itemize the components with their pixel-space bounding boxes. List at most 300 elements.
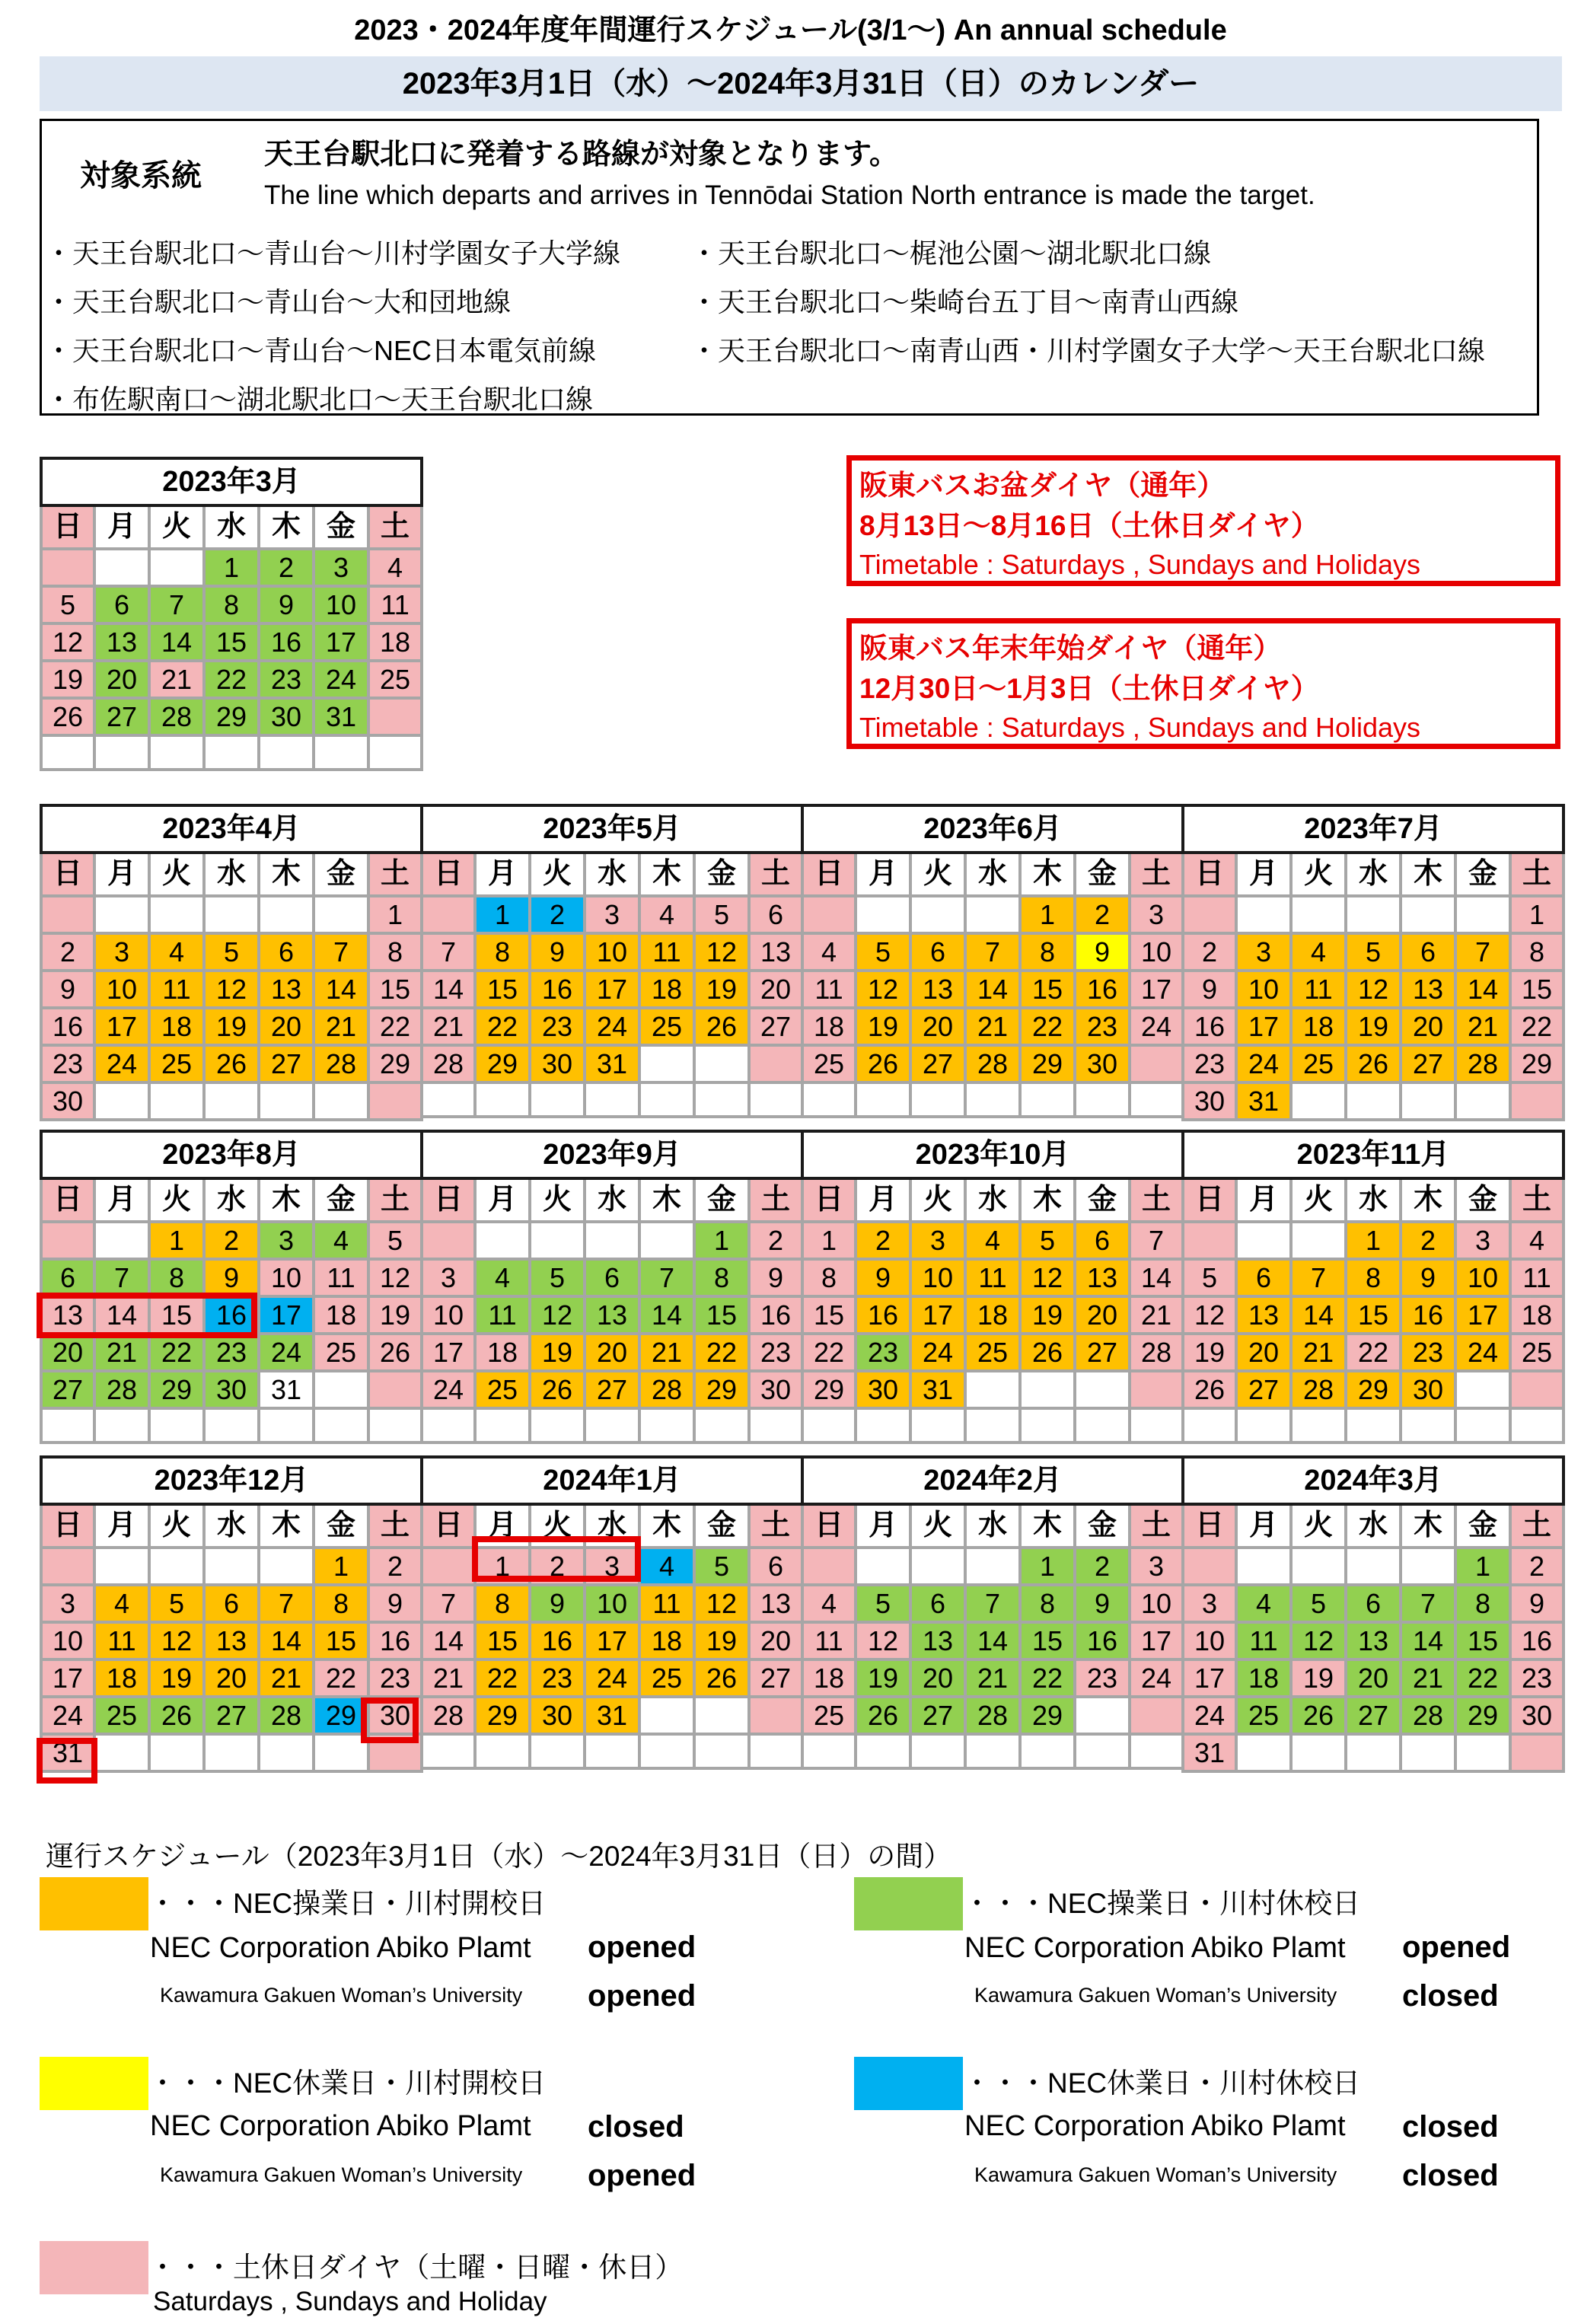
empty-cell	[1455, 1408, 1510, 1443]
notice-dates: 8月13日～8月16日（土休日ダイヤ）	[859, 510, 1319, 541]
day-cell: 14	[1455, 971, 1510, 1008]
empty-cell	[965, 1408, 1020, 1443]
route-item: ・天王台駅北口～青山台～川村学園女子大学線	[45, 238, 621, 269]
empty-cell	[475, 1222, 530, 1259]
day-cell: 17	[314, 623, 368, 661]
day-cell: 2	[530, 1548, 585, 1585]
weekday-header: 金	[314, 1178, 368, 1222]
weekday-header: 金	[314, 505, 368, 549]
weekday-header: 金	[1075, 1178, 1130, 1222]
weekday-header: 木	[259, 1504, 314, 1548]
empty-cell	[1236, 1548, 1291, 1585]
route-item: ・天王台駅北口～梶池公園～湖北駅北口線	[690, 238, 1212, 269]
day-cell: 2	[530, 896, 585, 933]
weekday-header: 日	[802, 1504, 856, 1548]
empty-cell	[1075, 1734, 1130, 1768]
month-calendar	[40, 457, 420, 771]
legend-label: ・・・NEC操業日・川村開校日	[148, 1888, 547, 1919]
day-cell: 6	[259, 933, 314, 971]
day-cell: 12	[1183, 1296, 1236, 1334]
day-cell: 20	[749, 971, 802, 1008]
day-cell: 3	[94, 933, 149, 971]
empty-cell	[530, 1082, 585, 1117]
weekday-header: 土	[749, 1178, 802, 1222]
day-cell: 9	[259, 586, 314, 623]
empty-cell	[41, 896, 94, 933]
day-cell: 29	[694, 1371, 749, 1408]
day-cell: 27	[585, 1371, 639, 1408]
day-cell: 22	[475, 1659, 530, 1697]
day-cell: 23	[1075, 1659, 1130, 1697]
month-title: 2023年8月	[41, 1131, 422, 1178]
day-cell: 6	[94, 586, 149, 623]
weekday-header: 木	[1020, 1504, 1075, 1548]
day-cell: 9	[856, 1259, 910, 1296]
month-title: 2024年2月	[802, 1457, 1183, 1504]
day-cell: 12	[694, 933, 749, 971]
day-cell: 24	[1236, 1045, 1291, 1082]
day-cell: 25	[639, 1008, 694, 1045]
day-cell: 17	[585, 971, 639, 1008]
day-cell: 22	[149, 1334, 204, 1371]
day-cell: 7	[1130, 1222, 1183, 1259]
empty-cell	[694, 1697, 749, 1734]
empty-cell	[368, 1371, 422, 1408]
empty-cell	[694, 1734, 749, 1768]
day-cell: 20	[1401, 1008, 1455, 1045]
day-cell: 10	[422, 1296, 475, 1334]
day-cell: 28	[1291, 1371, 1346, 1408]
month-calendar	[420, 1130, 801, 1444]
day-cell: 20	[41, 1334, 94, 1371]
empty-cell	[694, 1082, 749, 1117]
weekday-header: 金	[694, 1178, 749, 1222]
day-cell: 12	[1020, 1259, 1075, 1296]
day-cell: 20	[94, 661, 149, 698]
day-cell: 25	[802, 1045, 856, 1082]
month-calendar	[1181, 804, 1562, 1121]
day-cell: 26	[1291, 1697, 1346, 1734]
day-cell: 1	[1510, 896, 1563, 933]
empty-cell	[94, 1408, 149, 1443]
empty-cell	[422, 1082, 475, 1117]
weekday-header: 木	[639, 1178, 694, 1222]
weekday-header: 月	[856, 1178, 910, 1222]
day-cell: 25	[1510, 1334, 1563, 1371]
day-cell: 28	[422, 1045, 475, 1082]
day-cell: 13	[259, 971, 314, 1008]
day-cell: 14	[422, 1622, 475, 1659]
day-cell: 27	[749, 1659, 802, 1697]
weekday-header: 土	[749, 1504, 802, 1548]
empty-cell	[1291, 1548, 1346, 1585]
day-cell: 27	[910, 1045, 965, 1082]
weekday-header: 水	[1346, 853, 1401, 896]
day-cell: 13	[749, 1585, 802, 1622]
day-cell: 9	[1075, 933, 1130, 971]
empty-cell	[802, 1548, 856, 1585]
legend-swatch-blue	[854, 2057, 963, 2110]
day-cell: 12	[368, 1259, 422, 1296]
day-cell: 29	[1346, 1371, 1401, 1408]
day-cell: 13	[1346, 1622, 1401, 1659]
legend-nec-status: closed	[1402, 2110, 1499, 2144]
empty-cell	[204, 1734, 259, 1771]
empty-cell	[204, 896, 259, 933]
day-cell: 29	[802, 1371, 856, 1408]
legend-nec-status: closed	[588, 2110, 684, 2144]
month-table	[40, 804, 423, 1121]
day-cell: 4	[1291, 933, 1346, 971]
day-cell: 16	[41, 1008, 94, 1045]
day-cell: 30	[1075, 1045, 1130, 1082]
empty-cell	[802, 896, 856, 933]
day-cell: 18	[1236, 1659, 1291, 1697]
day-cell: 9	[1510, 1585, 1563, 1622]
legend-label: ・・・NEC休業日・川村開校日	[148, 2067, 547, 2099]
weekday-header: 土	[1510, 853, 1563, 896]
weekday-header: 月	[856, 1504, 910, 1548]
day-cell: 15	[204, 623, 259, 661]
day-cell: 23	[368, 1659, 422, 1697]
day-cell: 21	[965, 1659, 1020, 1697]
day-cell: 1	[368, 896, 422, 933]
day-cell: 1	[475, 1548, 530, 1585]
empty-cell	[41, 1408, 94, 1443]
month-table	[420, 1455, 804, 1770]
new-year-highlight	[472, 1536, 641, 1582]
day-cell: 7	[965, 1585, 1020, 1622]
day-cell: 24	[585, 1659, 639, 1697]
day-cell: 26	[694, 1008, 749, 1045]
day-cell: 8	[802, 1259, 856, 1296]
day-cell: 11	[149, 971, 204, 1008]
day-cell: 4	[314, 1222, 368, 1259]
empty-cell	[1236, 1222, 1291, 1259]
month-calendar	[801, 1455, 1181, 1770]
weekday-header: 金	[1455, 1178, 1510, 1222]
weekday-header: 金	[1075, 1504, 1130, 1548]
weekday-header: 木	[259, 853, 314, 896]
day-cell: 19	[1020, 1296, 1075, 1334]
empty-cell	[1401, 896, 1455, 933]
day-cell: 24	[94, 1045, 149, 1082]
empty-cell	[94, 735, 149, 770]
empty-cell	[749, 1408, 802, 1443]
day-cell: 9	[1075, 1585, 1130, 1622]
empty-cell	[1510, 1082, 1563, 1120]
empty-cell	[149, 735, 204, 770]
empty-cell	[368, 698, 422, 735]
weekday-header: 火	[149, 1504, 204, 1548]
day-cell: 18	[1510, 1296, 1563, 1334]
day-cell: 30	[1401, 1371, 1455, 1408]
day-cell: 20	[585, 1334, 639, 1371]
month-table	[801, 804, 1184, 1118]
day-cell: 25	[802, 1697, 856, 1734]
month-table	[1181, 1455, 1565, 1773]
weekday-header: 日	[802, 1178, 856, 1222]
day-cell: 29	[475, 1697, 530, 1734]
empty-cell	[259, 1734, 314, 1771]
month-title: 2024年3月	[1183, 1457, 1563, 1504]
day-cell: 1	[1346, 1222, 1401, 1259]
day-cell: 19	[694, 1622, 749, 1659]
day-cell: 4	[639, 896, 694, 933]
day-cell: 10	[1130, 933, 1183, 971]
weekday-header: 水	[1346, 1178, 1401, 1222]
day-cell: 4	[475, 1259, 530, 1296]
empty-cell	[694, 1408, 749, 1443]
empty-cell	[856, 896, 910, 933]
day-cell: 1	[475, 896, 530, 933]
day-cell: 17	[94, 1008, 149, 1045]
day-cell: 30	[749, 1371, 802, 1408]
day-cell: 20	[259, 1008, 314, 1045]
empty-cell	[910, 1734, 965, 1768]
day-cell: 3	[314, 549, 368, 586]
day-cell: 13	[94, 623, 149, 661]
weekday-header: 土	[368, 1178, 422, 1222]
weekday-header: 日	[802, 853, 856, 896]
day-cell: 8	[694, 1259, 749, 1296]
day-cell: 3	[1455, 1222, 1510, 1259]
day-cell: 17	[1183, 1659, 1236, 1697]
empty-cell	[149, 1548, 204, 1585]
empty-cell	[639, 1045, 694, 1082]
day-cell: 1	[204, 549, 259, 586]
empty-cell	[41, 1222, 94, 1259]
day-cell: 6	[910, 1585, 965, 1622]
month-calendar	[420, 804, 801, 1118]
target-heading: 天王台駅北口に発着する路線が対象となります。	[264, 139, 898, 171]
day-cell: 16	[259, 623, 314, 661]
notice-en: Timetable : Saturdays , Sundays and Holidays	[859, 549, 1421, 580]
legend-swatch-orange	[40, 1877, 148, 1930]
day-cell: 17	[1130, 971, 1183, 1008]
target-routes-box	[40, 119, 1539, 416]
day-cell: 1	[1020, 1548, 1075, 1585]
day-cell: 18	[965, 1296, 1020, 1334]
day-cell: 6	[1401, 933, 1455, 971]
day-cell: 27	[94, 698, 149, 735]
day-cell: 16	[368, 1622, 422, 1659]
month-title: 2023年9月	[422, 1131, 802, 1178]
month-calendar	[420, 1455, 801, 1770]
day-cell: 20	[1346, 1659, 1401, 1697]
day-cell: 22	[314, 1659, 368, 1697]
day-cell: 8	[475, 1585, 530, 1622]
day-cell: 16	[1075, 971, 1130, 1008]
weekday-header: 金	[1075, 853, 1130, 896]
day-cell: 6	[1236, 1259, 1291, 1296]
legend-swatch-pink	[40, 2241, 148, 2294]
day-cell: 5	[694, 1548, 749, 1585]
new-year-notice	[846, 618, 1560, 749]
day-cell: 27	[1075, 1334, 1130, 1371]
day-cell: 15	[1510, 971, 1563, 1008]
day-cell: 15	[149, 1296, 204, 1334]
day-cell: 9	[368, 1585, 422, 1622]
day-cell: 5	[1291, 1585, 1346, 1622]
day-cell: 20	[910, 1659, 965, 1697]
day-cell: 18	[639, 971, 694, 1008]
day-cell: 4	[639, 1548, 694, 1585]
day-cell: 15	[475, 1622, 530, 1659]
empty-cell	[314, 1371, 368, 1408]
day-cell: 18	[94, 1659, 149, 1697]
weekday-header: 火	[910, 1504, 965, 1548]
month-title: 2024年1月	[422, 1457, 802, 1504]
empty-cell	[694, 1045, 749, 1082]
empty-cell	[1346, 1082, 1401, 1120]
empty-cell	[1346, 1408, 1401, 1443]
weekday-header: 日	[41, 853, 94, 896]
day-cell: 4	[802, 933, 856, 971]
day-cell: 31	[41, 1734, 94, 1771]
day-cell: 23	[1510, 1659, 1563, 1697]
day-cell: 6	[1346, 1585, 1401, 1622]
calendar-range-banner: 2023年3月1日（水）～2024年3月31日（日）のカレンダー	[40, 56, 1562, 111]
day-cell: 2	[1183, 933, 1236, 971]
day-cell: 16	[1075, 1622, 1130, 1659]
day-cell: 11	[802, 1622, 856, 1659]
empty-cell	[475, 1734, 530, 1768]
day-cell: 10	[41, 1622, 94, 1659]
day-cell: 2	[856, 1222, 910, 1259]
day-cell: 12	[1291, 1622, 1346, 1659]
weekday-header: 金	[314, 1504, 368, 1548]
legend-kawamura: Kawamura Gakuen Woman’s University	[974, 2163, 1337, 2186]
weekday-header: 日	[41, 505, 94, 549]
day-cell: 31	[1236, 1082, 1291, 1120]
day-cell: 26	[149, 1697, 204, 1734]
day-cell: 14	[149, 623, 204, 661]
empty-cell	[856, 1548, 910, 1585]
day-cell: 5	[1020, 1222, 1075, 1259]
day-cell: 12	[694, 1585, 749, 1622]
empty-cell	[749, 1045, 802, 1082]
day-cell: 11	[314, 1259, 368, 1296]
day-cell: 19	[1291, 1659, 1346, 1697]
day-cell: 18	[475, 1334, 530, 1371]
weekday-header: 月	[1236, 853, 1291, 896]
empty-cell	[1401, 1082, 1455, 1120]
empty-cell	[1020, 1408, 1075, 1443]
day-cell: 26	[694, 1659, 749, 1697]
day-cell: 6	[41, 1259, 94, 1296]
empty-cell	[422, 1408, 475, 1443]
day-cell: 5	[694, 896, 749, 933]
month-calendar	[1181, 1455, 1562, 1773]
day-cell: 12	[856, 1622, 910, 1659]
empty-cell	[149, 549, 204, 586]
day-cell: 14	[639, 1296, 694, 1334]
day-cell: 31	[1183, 1734, 1236, 1771]
empty-cell	[314, 735, 368, 770]
day-cell: 13	[910, 1622, 965, 1659]
day-cell: 15	[1020, 971, 1075, 1008]
weekday-header: 日	[422, 1504, 475, 1548]
day-cell: 7	[259, 1585, 314, 1622]
day-cell: 25	[94, 1697, 149, 1734]
day-cell: 26	[204, 1045, 259, 1082]
empty-cell	[1183, 1408, 1236, 1443]
day-cell: 15	[368, 971, 422, 1008]
empty-cell	[585, 1222, 639, 1259]
day-cell: 27	[259, 1045, 314, 1082]
day-cell: 13	[1401, 971, 1455, 1008]
day-cell: 25	[314, 1334, 368, 1371]
day-cell: 21	[422, 1008, 475, 1045]
empty-cell	[204, 1408, 259, 1443]
obon-highlight	[37, 1293, 257, 1338]
legend-kawamura: Kawamura Gakuen Woman’s University	[160, 1984, 523, 2007]
empty-cell	[41, 1548, 94, 1585]
day-cell: 21	[1130, 1296, 1183, 1334]
empty-cell	[41, 735, 94, 770]
day-cell: 22	[475, 1008, 530, 1045]
day-cell: 14	[965, 1622, 1020, 1659]
day-cell: 6	[1075, 1222, 1130, 1259]
empty-cell	[639, 1734, 694, 1768]
day-cell: 9	[204, 1259, 259, 1296]
empty-cell	[965, 1082, 1020, 1117]
day-cell: 28	[259, 1697, 314, 1734]
empty-cell	[910, 1408, 965, 1443]
month-title: 2023年5月	[422, 805, 802, 853]
day-cell: 3	[910, 1222, 965, 1259]
day-cell: 25	[1291, 1045, 1346, 1082]
day-cell: 19	[41, 661, 94, 698]
day-cell: 20	[910, 1008, 965, 1045]
day-cell: 7	[314, 933, 368, 971]
day-cell: 26	[856, 1697, 910, 1734]
empty-cell	[1130, 1045, 1183, 1082]
weekday-header: 月	[94, 853, 149, 896]
empty-cell	[422, 896, 475, 933]
weekday-header: 火	[149, 505, 204, 549]
day-cell: 4	[1236, 1585, 1291, 1622]
day-cell: 10	[314, 586, 368, 623]
day-cell: 29	[1020, 1697, 1075, 1734]
day-cell: 26	[368, 1334, 422, 1371]
empty-cell	[639, 1082, 694, 1117]
weekday-header: 木	[639, 853, 694, 896]
day-cell: 3	[585, 1548, 639, 1585]
page-title: 2023・2024年度年間運行スケジュール(3/1～) An annual schedule	[354, 14, 1227, 46]
day-cell: 29	[1020, 1045, 1075, 1082]
weekday-header: 日	[41, 1504, 94, 1548]
day-cell: 18	[1291, 1008, 1346, 1045]
day-cell: 4	[368, 549, 422, 586]
weekday-header: 日	[41, 1178, 94, 1222]
empty-cell	[204, 735, 259, 770]
day-cell: 12	[41, 623, 94, 661]
day-cell: 19	[149, 1659, 204, 1697]
day-cell: 11	[1510, 1259, 1563, 1296]
weekday-header: 木	[259, 1178, 314, 1222]
day-cell: 23	[259, 661, 314, 698]
day-cell: 15	[1455, 1622, 1510, 1659]
day-cell: 8	[475, 933, 530, 971]
empty-cell	[1291, 1082, 1346, 1120]
day-cell: 18	[149, 1008, 204, 1045]
weekday-header: 火	[910, 853, 965, 896]
day-cell: 2	[1075, 896, 1130, 933]
day-cell: 5	[204, 933, 259, 971]
day-cell: 5	[856, 1585, 910, 1622]
